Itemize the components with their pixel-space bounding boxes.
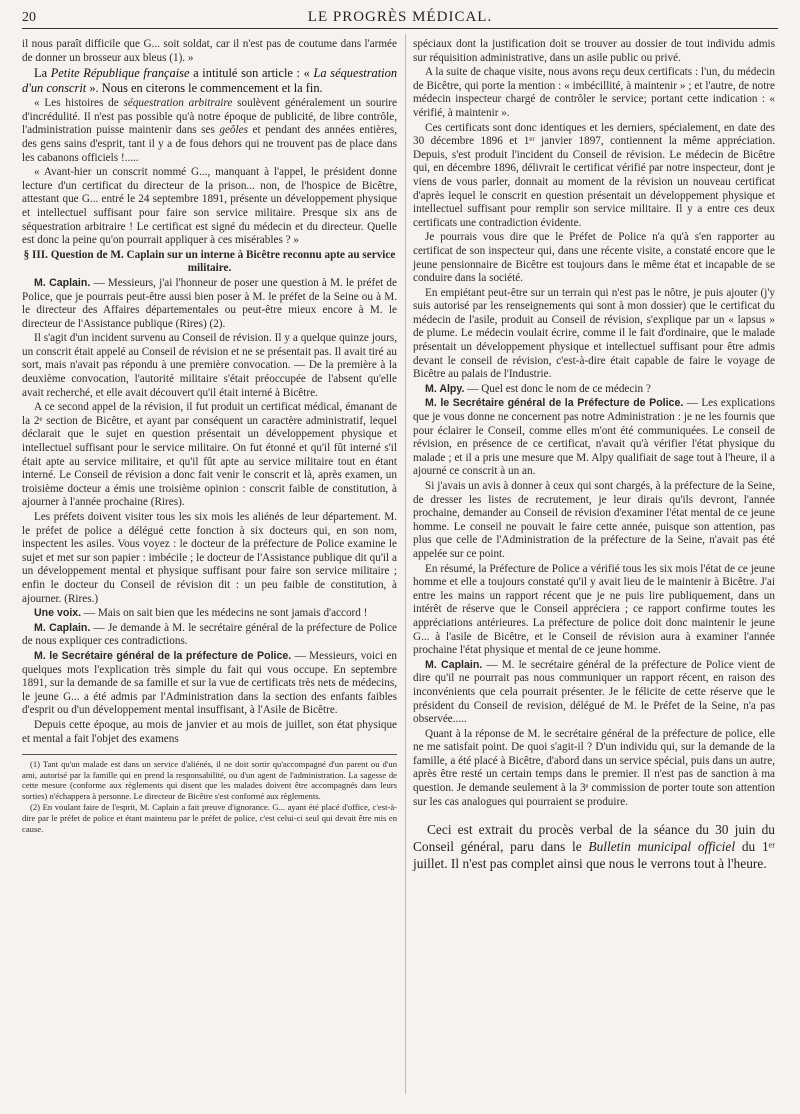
text-run: ». Nous en citerons le commencement et la fin.	[86, 81, 323, 96]
text-run: — Quel est donc le nom de ce médecin ?	[464, 382, 651, 395]
speech-secretaire	[22, 650, 397, 718]
text-run: — Mais on sait bien que les médecins ne sont jamais d'accord !	[81, 607, 368, 620]
footnote: (2) En voulant faire de l'esprit, M. Caplain a fait preuve d'ignorance. G... ayant été placé d'office, c'est-à-dire par le préfet de police et étant maintenu par le préfet de police, c'est celui-ci seul qui devait être mis en cause.	[22, 802, 397, 834]
left-column	[22, 38, 397, 835]
footnote: (1) Tant qu'un malade est dans un service d'aliénés, il ne doit sortir qu'accompagné d'un parent ou d'un ami, autorisé par la famille qui en prend la responsabilité, ou d'un agent de l'administration. La sagesse de cette mesure (conforme aux règlements qui disent que les malades doivent être accompagnés dans leurs sorties) n'échappera à personne. Le directeur de Bicêtre s'est conformé aux règlements.	[22, 759, 397, 801]
text-run: — M. le secrétaire général de la préfecture de Police vient de dire qu'il ne pourrait pas nous communiquer un rapport récent, en raison des inconvénients que cela pourrait présenter. Je le félicite de cette réserve que le président du Conseil de revision, délégué de M. le Préfet de la Seine, n'a pas observée.....	[413, 658, 775, 726]
speaker-name: M. Caplain.	[425, 658, 483, 671]
right-column	[413, 38, 775, 873]
speech-caplain	[22, 277, 397, 331]
paragraph: A ce second appel de la révision, il fut produit un certificat médical, émanant de la 2ᵉ section de Bicêtre, et ayant par conséquent un caractère administratif, lequel déclarait que le sujet en question présentait un développement physique et intellectuel suffisant pour le service militaire. On fut étonné et qu'il fût interné s'il était apte au service militaire, et qu'il fût apte au service militaire tout en étant interné. Le Conseil de révision a donc fait venir le conscrit et là, après examen, un troisième docteur a émis une troisième opinion : conscrit faible de constitution, à ajourner à l'année prochaine (Rires).	[22, 401, 397, 509]
speech-voice	[22, 607, 397, 621]
speaker-name: M. Alpy.	[425, 382, 465, 395]
paragraph: spéciaux dont la justification doit se trouver au dossier de tout individu admis sur réquisition administrative, dans un asile public ou privé.	[413, 38, 775, 64]
speaker-name: Une voix.	[34, 607, 82, 620]
paragraph: Ces certificats sont donc identiques et les derniers, spécialement, en date des 30 décembre 1896 et 1ᵉʳ janvier 1897, contiennent la même appréciation. Depuis, s'est produit l'incident du Conseil de révision. Le médecin de Bicêtre qui, en décembre 1896, délivrait le certificat vérifié par notre inspecteur, dont je viens de vous parler, donnait au moment de la révision un nouveau certificat d'après lequel le conscrit en question présentait un développement physique et intellectuel suffisant pour remplir son service militaire. Il y a entre ces deux certificats une contradiction évidente.	[413, 121, 775, 229]
speaker-name: M. le Secrétaire général de la Préfecture de Police.	[425, 397, 684, 410]
text-run: « Les histoires de	[34, 97, 124, 110]
text-run: Ceci est extrait du procès verbal de la séance du 30 juin du Conseil général, paru dans le	[413, 822, 775, 855]
text-run: — Les explications que je vous donne ne concernent pas notre Administration : je ne les fournis que pour éclairer le Conseil, comme elles m'ont été communiquées. Le conseil de révision, en présence de ce certificat, n'avait qu'à vérifier l'état physique du malade ; et il a pris une mesure que M. Alpy qualifiait de sage tout à l'heure, il a ajourné ce conscrit à un an.	[413, 397, 775, 478]
bulletin-title: Bulletin municipal officiel	[588, 839, 736, 855]
paragraph: En résumé, la Préfecture de Police a vérifié tous les six mois l'état de ce jeune homme et elle a toujours constaté qu'il y avait lieu de le maintenir à Bicêtre. J'ai entre les mains un rapport récent que je ne puis lire publiquement, dans un intérêt de réserve que le Conseil appréciera ; ce rapport confirme toutes les appréciations antérieures. La préfecture de police doit donc maintenir le jeune G... à l'asile de Bicêtre, et le Conseil de révision aura à examiner l'année prochaine l'état physique et mental de ce jeune homme.	[413, 562, 775, 657]
text-run: du 1ᵉʳ juillet. Il n'est pas complet ainsi que nous le verrons tout à l'heure.	[413, 839, 775, 872]
footnotes	[22, 754, 397, 834]
text-run: — Messieurs, voici en quelques mots l'explication très simple du fait qui vous occupe. En septembre 1891, sur la demande de sa famille et sur la vue de certificats très nets de médecins, le jeune G... a été admis par l'Administration dans la section des enfants faibles d'esprit ou d'un développement mental insuffisant, à l'Asile de Bicêtre.	[22, 649, 397, 717]
paragraph: Si j'avais un avis à donner à ceux qui sont chargés, à la préfecture de la Seine, de dresser les listes de recrutement, je leur dirais qu'ils devront, l'année prochaine, demander au Conseil de révision d'examiner l'état mental de ce jeune homme. Le conseil ne pouvait le faire cette année, puisque son attention, pas plus que celle de l'Administration de la préfecture de la Seine, n'avait pas été appelée sur ce point.	[413, 480, 775, 560]
speech-alpy	[413, 383, 775, 397]
closing-paragraph	[413, 821, 775, 872]
speaker-name: M. le Secrétaire général de la préfecture de Police.	[34, 649, 292, 662]
paragraph-petite-republique	[22, 66, 397, 96]
emphasis: séquestration arbitraire	[123, 97, 233, 110]
speech-caplain	[22, 622, 397, 649]
speech-caplain	[413, 659, 775, 727]
text-run: soulèvent généralement un sourire d'incrédulité. Il n'est pas possible qu'à notre époque de publicité, de libre contrôle, l'administration puisse maintenir dans ses	[22, 97, 397, 137]
paragraph: Depuis cette époque, au mois de janvier et au mois de juillet, son état physique et mental a fait l'objet des examens	[22, 718, 397, 745]
text-run: — Je demande à M. le secrétaire général de la préfecture de Police de nous expliquer ces contradictions.	[22, 621, 397, 648]
article-title: La séquestration d'un conscrit	[22, 66, 398, 96]
paragraph: Les préfets doivent visiter tous les six mois les aliénés de leur département. M. le préfet de police a délégué cette fonction à six docteurs qui, en son nom, inspectent les asiles. Vous voyez : le docteur de la préfecture de Police examine le sujet et met sur son papier : imbécile ; le docteur de l'Assistance publique dit qu'il a un développement mental et physique suffisant pour faire son service militaire ; enfin le docteur du Conseil de révision dit : un peu faible de constitution, à ajourner. (Rires.)	[22, 511, 397, 605]
journal-title: LE PROGRÈS MÉDICAL.	[307, 9, 493, 25]
paragraph: Je pourrais vous dire que le Préfet de Police n'a qu'à s'en rapporter au certificat de son inspecteur qui, dans une récente visite, a constaté encore que le jeune pensionnaire de Bicêtre est toujours dans le même état et incapable de se conduire dans la société.	[413, 231, 775, 285]
column-divider	[405, 34, 406, 1094]
text-run: La	[34, 66, 51, 81]
paragraph-histoires	[22, 97, 397, 165]
paragraph: En empiétant peut-être sur un terrain qui n'est pas le nôtre, je puis ajouter (j'y suis autorisé par les renseignements qui sont à mon dossier) que le certificat du médecin de l'asile, produit au Conseil de révision, s'explique par un « lapsus » de plume. Le médecin voulait écrire, comme il le fait d'ordinaire, que le malade présentait un développement physique et intellectuel suffisant pour être admis devant le conseil de révision, c'est-à-dire était capable de faire le voyage de Bicêtre au palais de l'Industrie.	[413, 286, 775, 381]
section-title: § III. Question de M. Caplain sur un interne à Bicêtre reconnu apte au service militaire.	[23, 248, 396, 275]
closing-note	[413, 821, 775, 872]
newspaper-title: Petite République française	[50, 66, 190, 81]
paragraph: il nous paraît difficile que G... soit soldat, car il n'est pas de coutume dans l'armée de donner un brosseur aux bleus (1). »	[22, 38, 397, 64]
running-header	[22, 6, 778, 29]
emphasis: geôles	[219, 124, 248, 137]
speaker-name: M. Caplain.	[34, 621, 91, 634]
speech-secretaire	[413, 397, 775, 479]
page-number: 20	[22, 10, 36, 25]
text-run: — Messieurs, j'ai l'honneur de poser une question à M. le préfet de Police, que je pourrais peut-être aussi bien poser à M. le préfet de la Seine ou à M. le directeur des Affaires départementales ou peut-être mieux encore à M. le directeur de l'Assistance publique (Rires) (2).	[22, 276, 397, 330]
paragraph: « Avant-hier un conscrit nommé G..., manquant à l'appel, le président donne lecture d'un certificat du directeur de la prison... non, de l'hospice de Bicêtre, attestant que G... entré le 24 septembre 1891, présente un développement physique et intellectuel suffisant pour faire son service militaire. Presque six ans de séquestration arbitraire ! Le certificat est signé du médecin et du directeur. Quelle est donc la peine qu'on pourrait appliquer à ces misérables ? »	[22, 166, 397, 247]
speaker-name: M. Caplain.	[34, 276, 91, 289]
paragraph: Il s'agit d'un incident survenu au Conseil de révision. Il y a quelque quinze jours, un conscrit était appelé au Conseil de révision et ne se présentait pas. Il avait tiré au sort, mais n'avait pas répondu à une première convocation. — De la première à la deuxième convocation, l'autorité militaire s'était préoccupée de l'absent qu'elle avait recherché, et elle avait découvert qu'il était interné à Bicêtre.	[22, 332, 397, 399]
paragraph: Quant à la réponse de M. le secrétaire général de la préfecture de police, elle ne me satisfait point. De quoi s'agit-il ? D'un individu qui, sur la demande de la famille, a été placé à Bicêtre, d'abord dans un service spécial, puis dans un autre, après être resté un certain temps dans le premier. Il n'est pas de sanction à ma question. Je demande seulement à la 3ᵉ commission de porter toute son attention sur les cas analogues qui pourraient se produire.	[413, 727, 775, 808]
text-run: a intitulé son article : «	[189, 66, 314, 81]
text-run: et pendant des années entières, des gens sains d'esprit, tant il y a de fous dehors qui ne trouvent pas de place dans les cabanons officiels !.....	[22, 124, 397, 164]
paragraph: A la suite de chaque visite, nous avons reçu deux certificats : l'un, du médecin de Bicêtre, qui porte la mention : « imbécillité, à maintenir » ; et l'autre, de notre médecin inspecteur chargé de contrôler le service; portant cette indication : « vérifié, à maintenir ».	[413, 66, 775, 119]
